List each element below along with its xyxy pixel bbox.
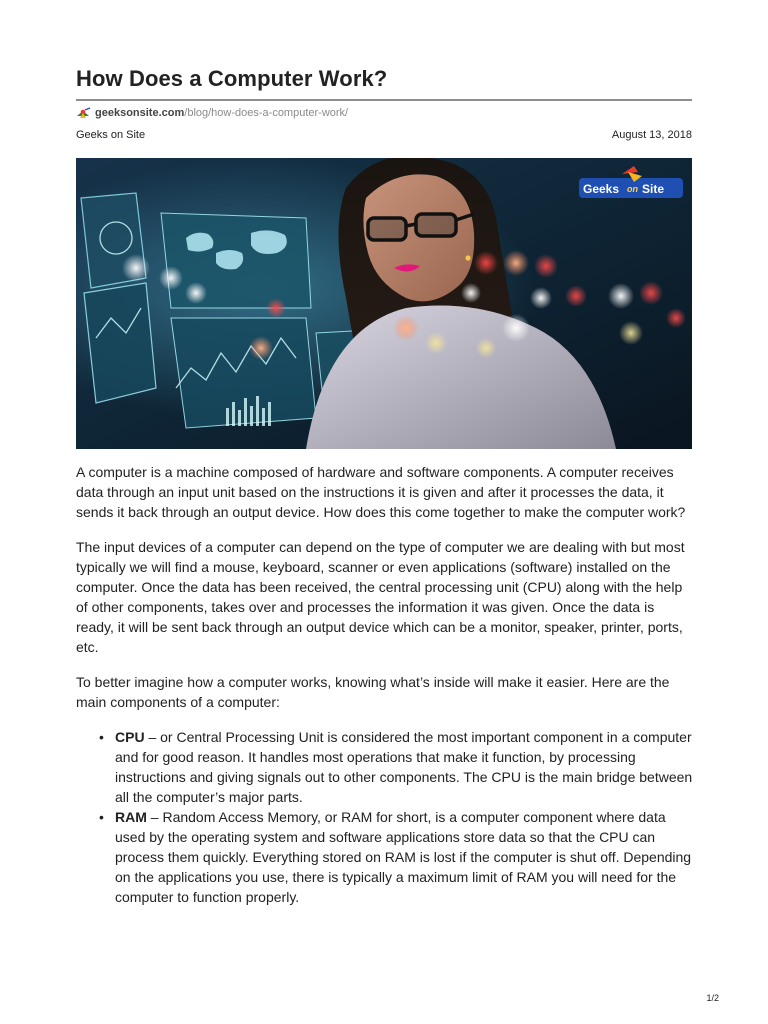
- paragraph-input-devices: The input devices of a computer can depend on the type of computer we are dealing with but most typically we will find a mouse, keyboard, scanner or even applications (software) installed on the computer. Once the data has been received, the central processing unit (CPU) along with the help of other components, takes over and processes the information it was given. Once the data is ready, it will be sent back through an output device which can be a monitor, speaker, printer, ports, etc.: [76, 539, 685, 655]
- page-title: How Does a Computer Work?: [76, 66, 388, 91]
- title-divider: [76, 99, 692, 101]
- source-domain: geeksonsite.com: [95, 107, 185, 119]
- term-ram: RAM: [115, 809, 147, 825]
- author: Geeks on Site: [76, 129, 146, 141]
- list-item-ram: [99, 807, 694, 907]
- term-cpu: CPU: [115, 729, 145, 745]
- hero-illustration: [76, 158, 692, 449]
- logo-word-geeks: Geeks: [583, 182, 620, 196]
- components-list: [76, 727, 694, 907]
- description-cpu: – or Central Processing Unit is considered the most important component in a computer and for good reason. It handles most operations that make it function, by processing instructions and giving signals out to other components. The CPU is the main bridge between all the computer’s major parts.: [115, 729, 693, 805]
- publish-date: August 13, 2018: [611, 129, 692, 141]
- paragraph-intro: A computer is a machine composed of hardware and software components. A computer receives data through an input unit based on the instructions it is given and after it processes the data, it sends it back through an output device. How does this come together to make the computer work?: [76, 464, 686, 520]
- source-link[interactable]: [76, 106, 348, 120]
- logo-word-site: Site: [642, 182, 665, 196]
- hero-image: [76, 158, 692, 449]
- logo-word-on: on: [627, 184, 638, 194]
- document-page: [76, 0, 692, 1024]
- list-item-cpu: [99, 727, 694, 807]
- paragraph-components-intro: To better imagine how a computer works, knowing what’s inside will make it easier. Here are the main components of a computer:: [76, 674, 670, 710]
- source-path: /blog/how-does-a-computer-work/: [184, 107, 349, 119]
- page-number: 1/2: [706, 993, 719, 1003]
- article-body: [76, 462, 694, 907]
- bullet: •: [99, 729, 104, 745]
- bullet: •: [99, 809, 104, 825]
- description-ram: – Random Access Memory, or RAM for short, is a computer component where data used by the operating system and software applications store data so that the CPU can process them quickly. Everything stored on RAM is lost if the computer is shut off. Depending on the applications you use, there is typically a maximum limit of RAM you will need for the computer to function properly.: [115, 809, 692, 905]
- geeks-logo-icon: [76, 107, 91, 119]
